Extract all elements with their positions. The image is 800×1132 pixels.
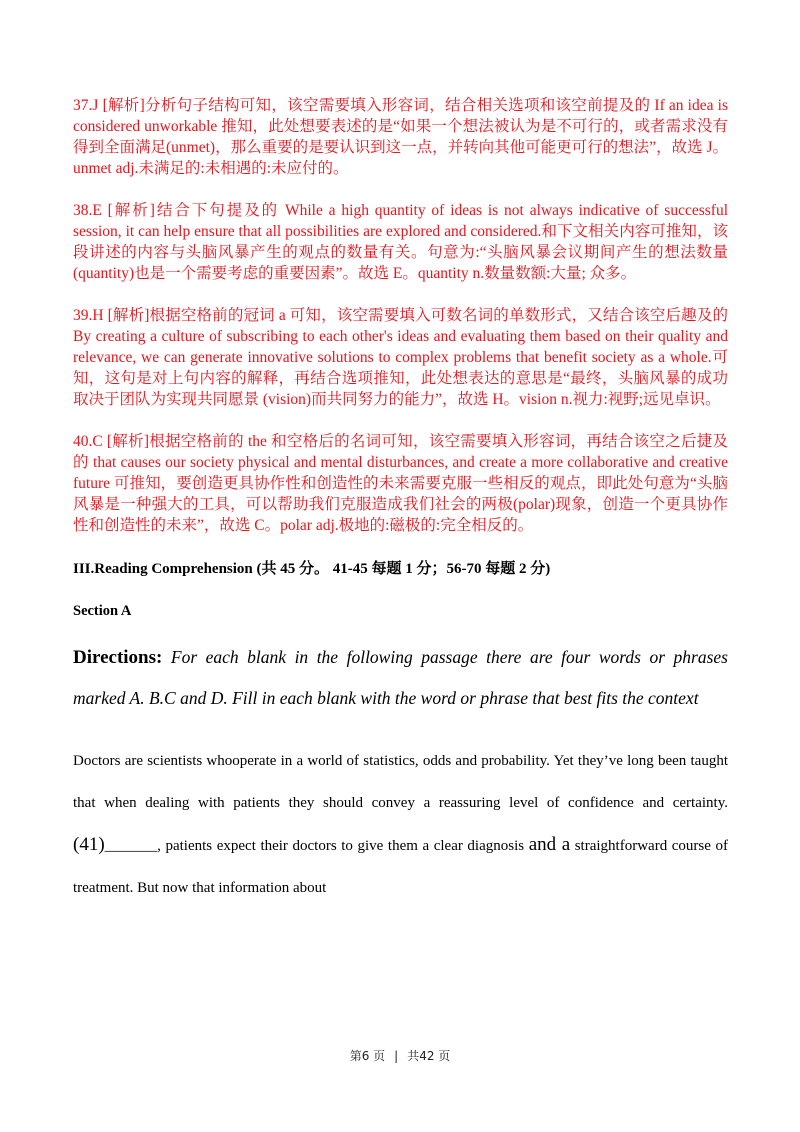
reading-passage [73, 740, 728, 909]
passage-part3: straightforward course of treatment. But now that information about [73, 838, 728, 896]
directions [73, 637, 728, 719]
answer-38: 38.E [解析]结合下句提及的 While a high quantity of ideas is not always indicative of successful session, it can help ensure that all possibilities are explored and considered.和下文相关内容可推知，该段讲述的内容与头脑风暴产生的观点的数量有关。句意为:“头脑风暴会议期间产生的想法数量(quantity)也是一个需要考虑的重要因素”。故选 E。quantity n.数量数额:大量; 众多。 [73, 202, 728, 282]
section-a-title: Section A [73, 603, 132, 619]
answer-40: 40.C [解析]根据空格前的 the 和空格后的名词可知，该空需要填入形容词，再结合该空之后捷及的 that causes our society physical and mental disturbances, and create a more collaborative and creative future 可推知，要创造更具协作性和创造性的未来需要克服一些相反的观点，即此处句意为“头脑风暴是一种强大的工具，可以帮助我们克服造成我们社会的两极(polar)现象，创造一个更具协作性和创造性的未来”，故选 C。polar adj.极地的:磁极的:完全相反的。 [73, 433, 728, 534]
footer-separator: | [394, 1049, 399, 1063]
page-number: 第6 页 [349, 1049, 386, 1063]
document-page [73, 95, 728, 909]
page-total: 共42 页 [407, 1049, 451, 1063]
directions-label: Directions: [73, 647, 163, 668]
passage-part1: Doctors are scientists whooperate in a world of statistics, odds and probability. Yet they’ve long been taught that when dealing with patients they should convey a reassuring level of confidence and certainty. [73, 753, 728, 811]
directions-text: For each blank in the following passage there are four words or phrases marked A. B.C and D. Fill in each blank with the word or phrase that best fits the context [73, 647, 728, 708]
answer-37: 37.J [解析]分析句子结构可知，该空需要填入形容词，结合相关选项和该空前提及的 If an idea is considered unworkable 推知，此处想要表述的是“如果一个想法被认为是不可行的，或者需求没有得到全面满足(unmet)，那么重要的是要认识到这一点，并转向其他可能更可行的想法”，故选 J。unmet adj.未满足的:未相遇的:未应付的。 [73, 97, 728, 177]
answer-39: 39.H [解析]根据空格前的冠词 a 可知，该空需要填入可数名词的单数形式，又结合该空后趣及的 By creating a culture of subscribing to each other's ideas and evaluating them based on their quality and relevance, we can generate innovative solutions to complex problems that benefit society as a whole.可知，这句是对上句内容的解释，再结合选项推知，此处想表达的意思是“最终，头脑风暴的成功取决于团队为实现共同愿景 (vision)而共同努力的能力”，故选 H。vision n.视力:视野;远见卓识。 [73, 307, 728, 408]
section-heading: III.Reading Comprehension (共 45 分。 41-45 每题 1 分；56-70 每题 2 分) [73, 561, 551, 577]
blank-41: _______, patients expect their doctors to give them a clear diagnosis [104, 838, 529, 854]
passage-and-a: and a [528, 834, 571, 855]
blank-41-number: (41) [73, 834, 105, 855]
page-footer [0, 1047, 800, 1064]
